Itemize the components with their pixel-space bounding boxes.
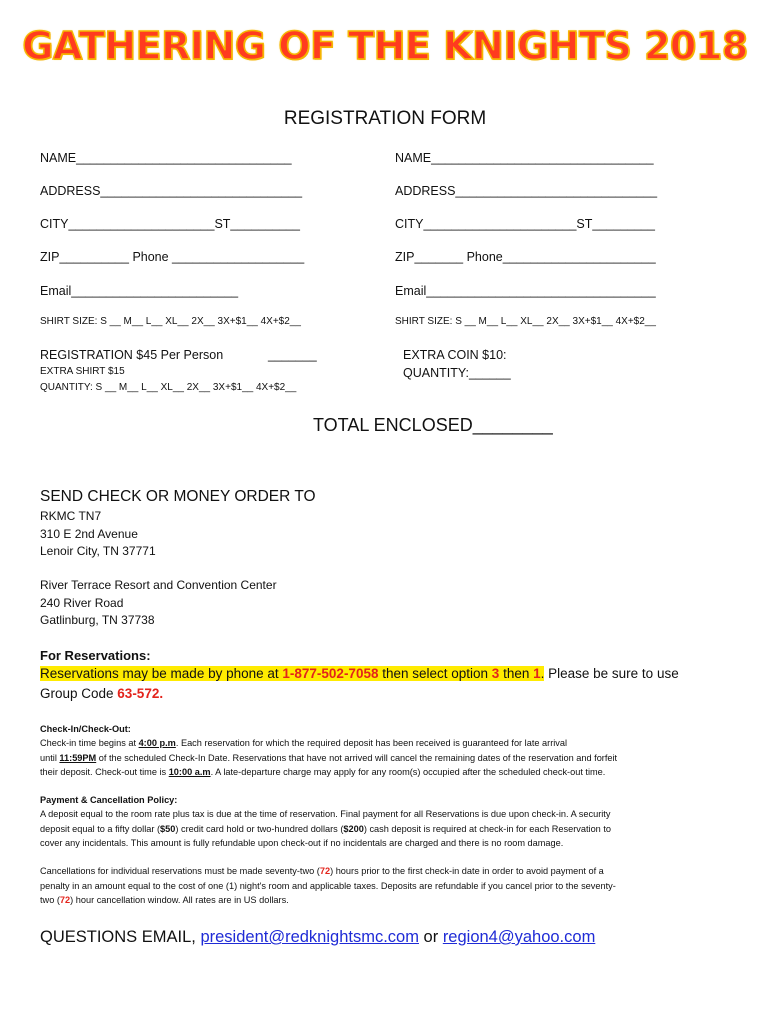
payment-heading: Payment & Cancellation Policy:	[40, 795, 178, 805]
questions-or: or	[418, 928, 443, 946]
reservations-text: Please be sure to use	[544, 666, 679, 681]
group-code-line	[40, 686, 163, 701]
option-number: 1	[533, 666, 541, 681]
extra-coin-label: EXTRA COIN $10:	[403, 348, 507, 362]
cancellation-text: ) hours prior to the first check-in date in order to avoid payment of a	[330, 866, 604, 876]
reservations-text: then	[499, 666, 534, 681]
extra-coin-quantity-field[interactable]: QUANTITY:______	[403, 366, 511, 380]
payment-paragraph	[40, 807, 740, 851]
cancellation-text: ) hour cancellation window. All rates are in US dollars.	[70, 895, 289, 905]
cancellation-text: Cancellations for individual reservations must be made seventy-two (	[40, 866, 320, 876]
extra-shirt-quantity-field[interactable]: QUANTITY: S __ M__ L__ XL__ 2X__ 3X+$1__ 4X+$2__	[40, 382, 297, 393]
checkout-time: 10:00 a.m	[168, 767, 211, 777]
shirt-size-field-left[interactable]: SHIRT SIZE: S __ M__ L__ XL__ 2X__ 3X+$1__ 4X+$2__	[40, 316, 301, 327]
email-field-right[interactable]: Email_________________________________	[395, 284, 656, 298]
cancellation-paragraph	[40, 864, 740, 908]
checkin-heading: Check-In/Check-Out:	[40, 724, 131, 734]
address-field-right[interactable]: ADDRESS_____________________________	[395, 184, 658, 198]
address-line: RKMC TN7	[40, 509, 102, 523]
total-enclosed-field[interactable]: TOTAL ENCLOSED________	[313, 415, 553, 435]
cancellation-text: two (	[40, 895, 60, 905]
send-check-heading: SEND CHECK OR MONEY ORDER TO	[40, 488, 316, 505]
reservations-phone-line	[40, 666, 679, 681]
form-subtitle: REGISTRATION FORM	[283, 108, 487, 129]
checkin-text: until	[40, 752, 60, 763]
region4-email-link[interactable]: region4@yahoo.com	[442, 928, 596, 946]
shirt-size-field-right[interactable]: SHIRT SIZE: S __ M__ L__ XL__ 2X__ 3X+$1__ 4X+$2__	[395, 316, 656, 327]
president-email-link[interactable]: president@redknightsmc.com	[200, 928, 419, 946]
cancellation-hours: 72	[319, 866, 331, 876]
checkin-text: Check-in time begins at	[40, 738, 139, 748]
name-field-left[interactable]: NAME_______________________________	[40, 151, 292, 165]
email-field-left[interactable]: Email________________________	[40, 284, 239, 298]
option-number: 3	[491, 666, 500, 681]
questions-label: QUESTIONS EMAIL,	[40, 928, 201, 946]
questions-line	[40, 928, 595, 947]
group-code: 63-572.	[117, 686, 164, 701]
name-field-right[interactable]: NAME________________________________	[395, 151, 654, 165]
address-line: Gatlinburg, TN 37738	[40, 613, 155, 627]
checkin-time: 4:00 p.m	[138, 738, 176, 748]
address-line: 240 River Road	[40, 595, 124, 610]
city-state-field-right[interactable]: CITY______________________ST_________	[395, 217, 655, 231]
extra-shirt-label: EXTRA SHIRT $15	[40, 366, 125, 377]
page-title: GATHERING OF THE KNIGHTS 2018	[22, 24, 748, 68]
cancellation-hours: 72	[59, 895, 71, 905]
mailing-address	[40, 508, 156, 561]
reservations-heading: For Reservations:	[40, 648, 151, 663]
address-line: 310 E 2nd Avenue	[40, 526, 138, 541]
address-line: Lenoir City, TN 37771	[40, 544, 156, 558]
reservations-text: Reservations may be made by phone at	[40, 666, 283, 681]
checkin-paragraph	[40, 736, 740, 780]
payment-text: A deposit equal to the room rate plus tax is due at the time of reservation. Final payment for all Reservations is due upon check-in. A security	[40, 809, 611, 819]
payment-text: cover any incidentals. This amount is fully refundable upon check-out if no incidentals are charged and there is no room damage.	[40, 838, 564, 848]
group-code-label: Group Code	[40, 686, 118, 701]
zip-phone-field-left[interactable]: ZIP__________ Phone ___________________	[40, 250, 305, 264]
resort-address	[40, 577, 277, 630]
deposit-amount: $200	[343, 823, 364, 834]
payment-text: ) cash deposit is required at check-in for each Reservation to	[363, 823, 612, 834]
reservations-phone[interactable]: 1-877-502-7058	[282, 666, 379, 681]
registration-label: REGISTRATION $45 Per Person	[40, 348, 224, 362]
checkin-text: of the scheduled Check-In Date. Reservations that have not arrived will cancel the remaining dates of the reservation and forfeit	[96, 752, 618, 763]
checkin-text: . A late-departure charge may apply for any room(s) occupied after the scheduled check-out time.	[210, 767, 606, 777]
payment-text: deposit equal to a fifty dollar (	[40, 823, 161, 834]
zip-phone-field-right[interactable]: ZIP_______ Phone______________________	[395, 250, 656, 264]
reservations-text: then select option	[378, 666, 492, 681]
checkin-text: their deposit. Check-out time is	[40, 767, 169, 777]
city-state-field-left[interactable]: CITY_____________________ST__________	[40, 217, 300, 231]
cancellation-text: penalty in an amount equal to the cost of one (1) night's room and applicable taxes. Deposits are refundable if you cancel prior to the seventy-	[40, 880, 616, 891]
payment-text: ) credit card hold or two-hundred dollars (	[175, 823, 344, 834]
checkin-text: . Each reservation for which the required deposit has been received is guaranteed for late arrival	[175, 738, 568, 748]
reservations-text: .	[540, 666, 545, 681]
late-arrival-time: 11:59PM	[59, 752, 97, 763]
address-line: River Terrace Resort and Convention Center	[40, 578, 277, 592]
deposit-amount: $50	[160, 823, 176, 834]
address-field-left[interactable]: ADDRESS_____________________________	[40, 184, 303, 198]
registration-amount-field[interactable]: _______	[268, 348, 317, 362]
